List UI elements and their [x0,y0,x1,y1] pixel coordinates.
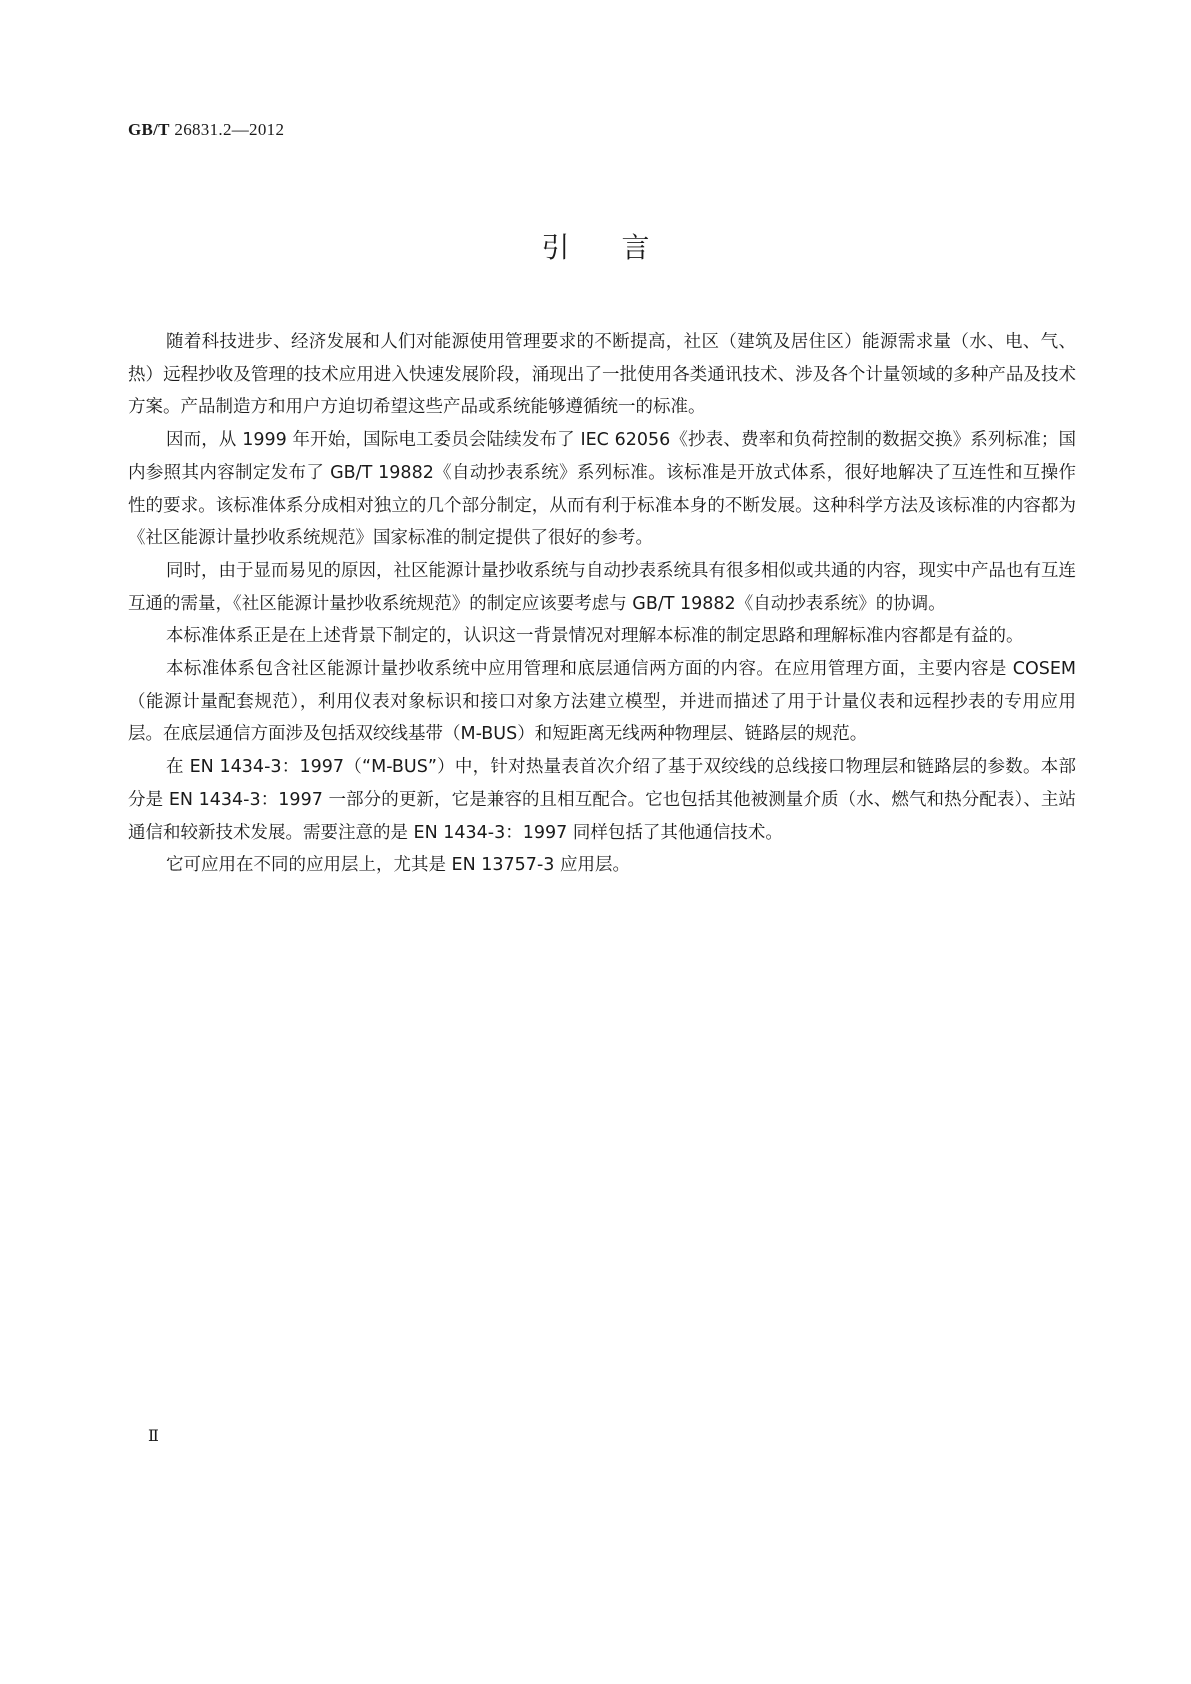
paragraph: 它可应用在不同的应用层上，尤其是 EN 13757-3 应用层。 [166,855,630,876]
introduction-body [128,326,1076,882]
page-number: Ⅱ [148,1428,159,1445]
standard-code: GB/T [128,120,170,139]
section-title: 引言 [541,231,702,264]
document-header [128,120,284,140]
standard-number: 26831.2—2012 [174,120,285,139]
paragraph: 本标准体系包含社区能源计量抄收系统中应用管理和底层通信两方面的内容。在应用管理方面，主要内容是 COSEM（能源计量配套规范），利用仪表对象标识和接口对象方法建立模型，并进而描述了用于计量仪表和远程抄表的专用应用层。在底层通信方面涉及包括双绞线基带（M-BUS）和短距离无线两种物理层、链路层的规范。 [128,659,1076,745]
paragraph: 在 EN 1434-3：1997（“M-BUS”）中，针对热量表首次介绍了基于双绞线的总线接口物理层和链路层的参数。本部分是 EN 1434-3：1997 一部分的更新，它是兼容的且相互配合。它也包括其他被测量介质（水、燃气和热分配表）、主站通信和较新技术发展。需要注意的是 EN 1434-3：1997 同样包括了其他通信技术。 [128,757,1076,843]
paragraph: 随着科技进步、经济发展和人们对能源使用管理要求的不断提高，社区（建筑及居住区）能源需求量（水、电、气、热）远程抄收及管理的技术应用进入快速发展阶段，涌现出了一批使用各类通讯技术、涉及各个计量领域的多种产品及技术方案。产品制造方和用户方迫切希望这些产品或系统能够遵循统一的标准。 [128,332,1076,418]
paragraph: 本标准体系正是在上述背景下制定的，认识这一背景情况对理解本标准的制定思路和理解标准内容都是有益的。 [166,626,1024,647]
paragraph: 因而，从 1999 年开始，国际电工委员会陆续发布了 IEC 62056《抄表、费率和负荷控制的数据交换》系列标准；国内参照其内容制定发布了 GB/T 19882《自动抄表系统》系列标准。该标准是开放式体系，很好地解决了互连性和互操作性的要求。该标准体系分成相对独立的几个部分制定，从而有利于标准本身的不断发展。这种科学方法及该标准的内容都为《社区能源计量抄收系统规范》国家标准的制定提供了很好的参考。 [128,430,1076,549]
paragraph: 同时，由于显而易见的原因，社区能源计量抄收系统与自动抄表系统具有很多相似或共通的内容，现实中产品也有互连互通的需量，《社区能源计量抄收系统规范》的制定应该要考虑与 GB/T 19882《自动抄表系统》的协调。 [128,560,1076,614]
